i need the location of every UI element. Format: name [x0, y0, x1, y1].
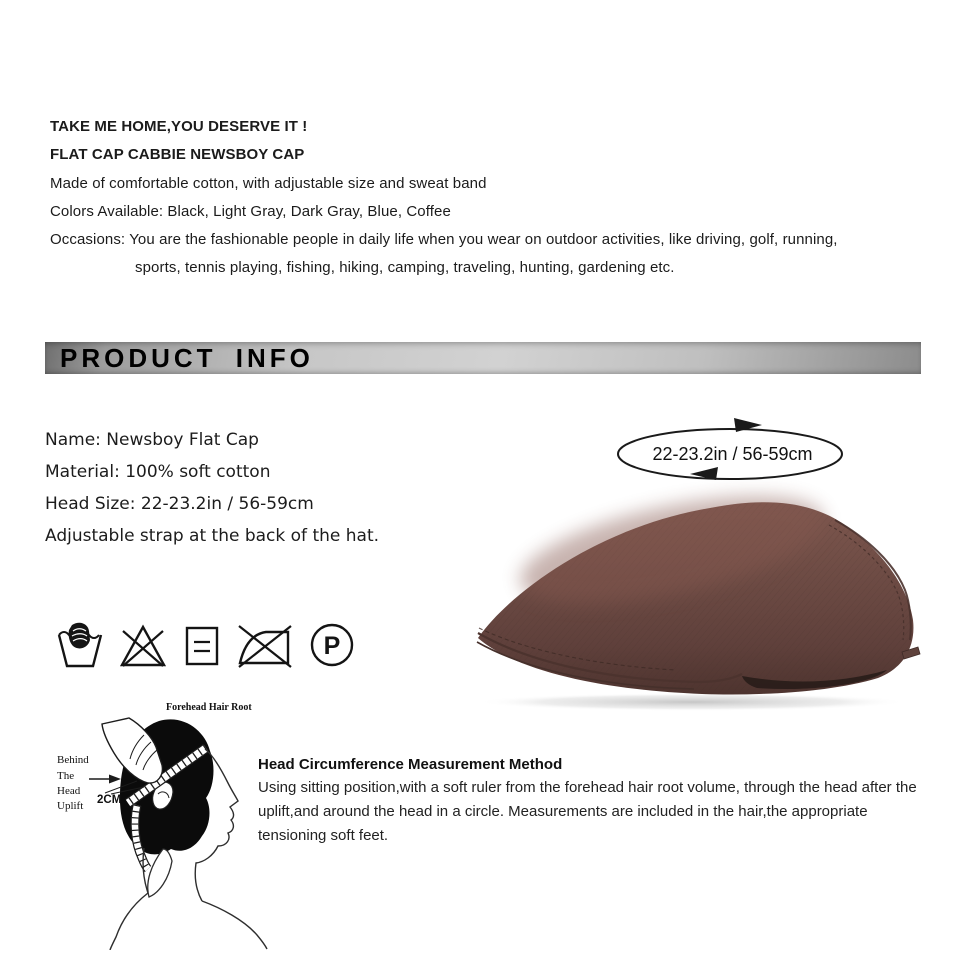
size-annotation-label: 22-23.2in / 56-59cm: [652, 444, 813, 464]
head-measurement-diagram: [45, 697, 315, 950]
size-annotation: [610, 414, 855, 484]
diagram-left-label-line1: Behind: [57, 754, 89, 766]
description-colors: Colors Available: Black, Light Gray, Dark Gray, Blue, Coffee: [50, 203, 451, 220]
method-line-3: tensioning soft feet.: [258, 827, 389, 844]
headline-primary: TAKE ME HOME,YOU DESERVE IT !: [50, 118, 308, 135]
spec-strap: Adjustable strap at the back of the hat.: [45, 526, 380, 546]
spec-material: Material: 100% soft cotton: [45, 462, 271, 482]
care-symbols-row: [57, 622, 355, 668]
headline-secondary: FLAT CAP CABBIE NEWSBOY CAP: [50, 146, 305, 163]
dry-clean-p-letter: P: [323, 632, 341, 660]
description-occasions: Occasions: You are the fashionable people in daily life when you wear on outdoor activities, like driving, golf, running,: [50, 231, 838, 248]
spec-head-size: Head Size: 22-23.2in / 56-59cm: [45, 494, 314, 514]
spec-name: Name: Newsboy Flat Cap: [45, 430, 259, 450]
diagram-top-label: Forehead Hair Root: [166, 702, 252, 713]
do-not-bleach-icon: [120, 622, 166, 668]
diagram-left-label-line2: The: [57, 770, 75, 782]
method-line-1: Using sitting position,with a soft ruler from the forehead hair root volume, through the head after the: [258, 779, 917, 796]
diagram-left-label-line3: Head: [57, 785, 81, 797]
product-info-banner: [45, 342, 921, 374]
do-not-iron-icon: [238, 622, 292, 668]
banner-title: PRODUCT INFO: [60, 343, 314, 373]
diagram-left-label-line4: Uplift: [57, 800, 84, 812]
diagram-tape-label: 2CM: [97, 794, 122, 806]
description-material: Made of comfortable cotton, with adjustable size and sweat band: [50, 175, 487, 192]
dry-flat-icon: [183, 622, 221, 668]
description-occasions-cont: sports, tennis playing, fishing, hiking, camping, traveling, hunting, gardening etc.: [135, 259, 675, 276]
flat-cap-photo: [462, 478, 927, 713]
method-line-2: uplift,and around the head in a circle. Measurements are included in the hair,the appropriate: [258, 803, 868, 820]
hand-wash-icon: [57, 622, 103, 668]
professional-dry-clean-icon: [309, 622, 355, 668]
method-title: Head Circumference Measurement Method: [258, 756, 563, 773]
